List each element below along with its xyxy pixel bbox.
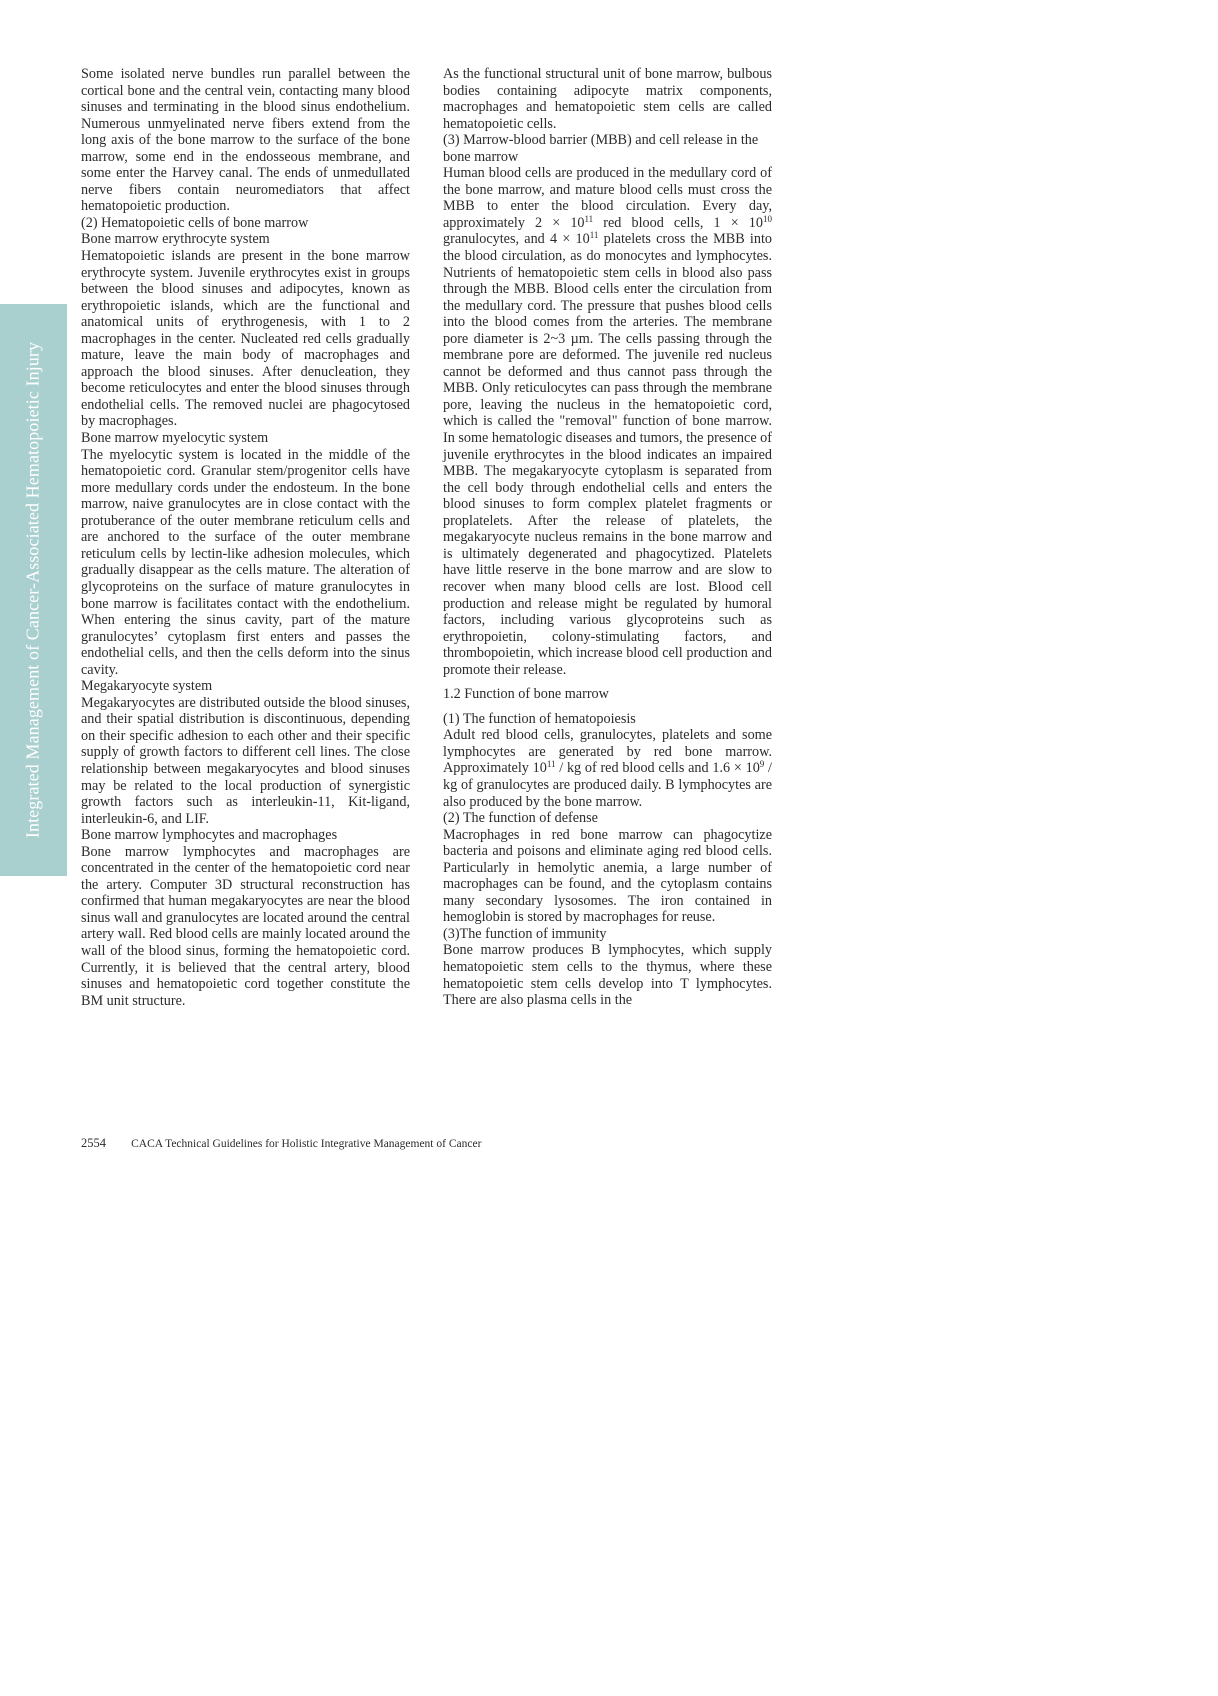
section-heading: Bone marrow myelocytic system	[81, 430, 269, 447]
text-run: / kg of red blood cells and 1.6 × 10	[555, 760, 760, 777]
text-run: platelets cross the MBB into the blood circulation, as do monocytes and lymphocytes. Nutrients of hematopoietic stem cells in blood also pass through the MBB. Blood cells enter the circulation from the medullary cord. The pressure that pushes blood cells into the blood comes from the arteries. The membrane pore diameter is 2~3 µm. The cells passing through the membrane pore are deformed. The juvenile red nucleus cannot be deformed and thus cannot pass through the MBB. Only reticulocytes can pass through the membrane pore, leaving the nucleus in the hematopoietic cord, which is called the "removal" function of bone marrow. In some hematologic diseases and tumors, the presence of juvenile erythrocytes in the blood indicates an impaired MBB. The megakaryocyte cytoplasm is separated from the cell body through endothelial cells and enters the blood sinuses to form complex platelet fragments or proplatelets. After the release of platelets, the megakaryocyte nucleus remains in the bone marrow and is ultimately degenerated and phagocytized. Platelets have little reserve in the bone marrow and are slow to recover when many blood cells are lost. Blood cell production and release might be regulated by humoral factors, including various glycoproteins such as erythropoietin, colony-stimulating factors, and thrombopoietin, which increase blood cell production and promote their release.	[443, 231, 772, 678]
body-paragraph: Macrophages in red bone marrow can phagocytize bacteria and poisons and eliminate aging red blood cells. Particularly in hemolytic anemia, a large number of macrophages can be found, and the cytoplasm contains many secondary lysosomes. The iron contained in hemoglobin is stored by macrophages for reuse.	[443, 826, 772, 926]
body-paragraph: The myelocytic system is located in the middle of the hematopoietic cord. Granular stem/progenitor cells have more medullary cords under the endosteum. In the bone marrow, naive granulocytes are in close contact with the protuberance of the outer membrane reticulum cells and are anchored to the surface of the outer membrane reticulum cells by lectin-like adhesion molecules, which gradually disappear as the cells mature. The alteration of glycoproteins on the surface of mature granulocytes in bone marrow is facilitates contact with the endothelium. When entering the sinus cavity, part of the mature granulocytes’ cytoplasm first enters and passes the endothelial cells, and then the cells deform into the sinus cavity.	[81, 446, 410, 678]
page-footer	[81, 1136, 481, 1151]
section-heading: Bone marrow lymphocytes and macrophages	[81, 827, 338, 844]
text-run: granulocytes, and 4 × 10	[443, 231, 590, 248]
superscript-exponent: 9	[759, 759, 765, 770]
superscript-exponent: 11	[546, 759, 556, 770]
section-heading: Bone marrow erythrocyte system	[81, 231, 270, 248]
superscript-exponent: 11	[589, 230, 599, 241]
page-number: 2554	[81, 1136, 106, 1150]
body-paragraph	[443, 165, 772, 678]
left-column	[81, 66, 410, 1009]
body-paragraph: Bone marrow produces B lymphocytes, which supply hematopoietic stem cells to the thymus, where these hematopoietic stem cells develop into T lymphocytes. There are also plasma cells in the	[443, 942, 772, 1009]
section-heading: (3) Marrow-blood barrier (MBB) and cell release in the bone marrow	[443, 132, 759, 165]
superscript-exponent: 10	[763, 213, 772, 224]
section-heading: (1) The function of hematopoiesis	[443, 710, 636, 727]
side-tab-title: Integrated Management of Cancer-Associated Hematopoietic Injury	[22, 341, 43, 839]
body-paragraph: Some isolated nerve bundles run parallel between the cortical bone and the central vein, contacting many blood sinuses and terminating in the blood sinus endothelium. Numerous unmyelinated nerve fibers extend from the long axis of the bone marrow to the surface of the bone marrow, some end in the endosseous membrane, and some enter the Harvey canal. The ends of unmedullated nerve fibers contain neuromediators that affect hematopoietic production.	[81, 66, 410, 215]
section-heading: Megakaryocyte system	[81, 678, 213, 695]
section-title: 1.2 Function of bone marrow	[443, 686, 609, 703]
text-run: / kg of granulocytes are produced daily. B lymphocytes are also produced by the bone marrow.	[443, 760, 772, 810]
section-heading: (3)The function of immunity	[443, 925, 607, 942]
text-run: red blood cells, 1 × 10	[593, 214, 763, 231]
section-heading: (2) Hematopoietic cells of bone marrow	[81, 214, 309, 231]
text-run: Human blood cells are produced in the medullary cord of the bone marrow, and mature blood cells must cross the MBB to enter the blood circulation. Every day, approximately 2 × 10	[443, 165, 772, 231]
body-paragraph: Megakaryocytes are distributed outside the blood sinuses, and their spatial distribution is discontinuous, depending on their specific adhesion to each other and their specific supply of growth factors to different cell lines. The close relationship between megakaryocytes and blood sinuses may be related to the local production of synergistic growth factors such as interleukin-11, Kit-ligand, interleukin-6, and LIF.	[81, 694, 410, 827]
body-paragraph: Hematopoietic islands are present in the bone marrow erythrocyte system. Juvenile erythrocytes exist in groups between the blood sinuses and adipocytes, known as erythropoietic islands, which are the functional and anatomical units of erythrogenesis, with 1 to 2 macrophages in the center. Nucleated red cells gradually mature, leave the main body of macrophages and approach the blood sinuses. After denucleation, they become reticulocytes and enter the blood sinuses through endothelial cells. The removed nuclei are phagocytosed by macrophages.	[81, 248, 410, 430]
right-column	[443, 66, 772, 1009]
section-heading: (2) The function of defense	[443, 810, 598, 827]
superscript-exponent: 11	[584, 213, 594, 224]
text-run: Adult red blood cells, granulocytes, platelets and some lymphocytes are generated by red bone marrow. Approximately 10	[443, 727, 772, 777]
body-paragraph: As the functional structural unit of bone marrow, bulbous bodies containing adipocyte matrix components, macrophages and hematopoietic stem cells are called hematopoietic cells.	[443, 66, 772, 132]
book-title: CACA Technical Guidelines for Holistic Integrative Management of Cancer	[131, 1138, 482, 1150]
body-paragraph	[443, 727, 772, 810]
body-paragraph: Bone marrow lymphocytes and macrophages are concentrated in the center of the hematopoietic cord near the artery. Computer 3D structural reconstruction has confirmed that human megakaryocytes are near the blood sinus wall and granulocytes are located around the central artery wall. Red blood cells are mainly located around the wall of the blood sinus, forming the hematopoietic cord. Currently, it is believed that the central artery, blood sinuses and hematopoietic cord together constitute the BM unit structure.	[81, 843, 410, 1009]
